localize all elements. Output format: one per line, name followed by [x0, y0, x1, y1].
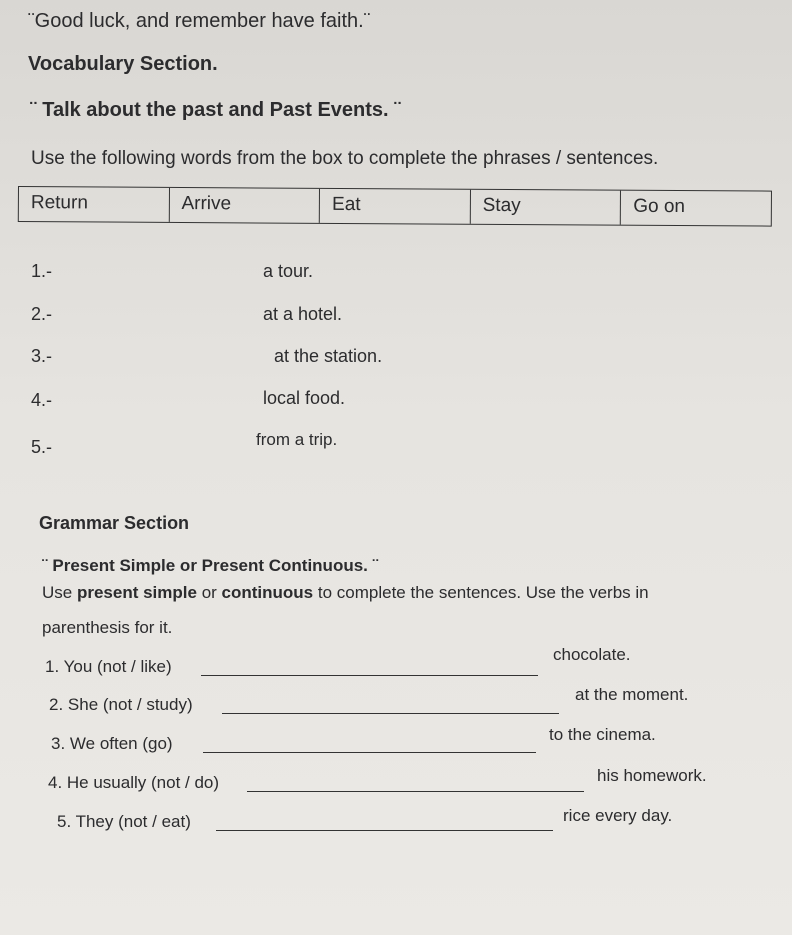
grammar-item-prompt: 2. She (not / study): [49, 695, 193, 714]
vocabulary-topic: ¨ Talk about the past and Past Events. ¨: [30, 99, 401, 121]
grammar-item-prompt: 5. They (not / eat): [57, 812, 191, 831]
vocab-item-number: 2.-: [31, 304, 53, 324]
grammar-item-ending: rice every day.: [563, 806, 673, 825]
vocab-item-number: 4.-: [31, 390, 53, 410]
word-box-cell: Eat: [320, 189, 471, 224]
vocab-item-ending: a tour.: [263, 261, 314, 281]
vocab-item-number: 3.-: [31, 346, 53, 366]
vocab-item-ending: from a trip.: [256, 430, 338, 449]
grammar-item-prompt: 3. We often (go): [51, 734, 173, 753]
grammar-item-ending: his homework.: [597, 766, 707, 785]
grammar-item-ending: chocolate.: [553, 645, 631, 664]
answer-blank[interactable]: [203, 752, 536, 753]
grammar-item-ending: at the moment.: [575, 685, 689, 704]
answer-blank[interactable]: [201, 675, 538, 676]
grammar-item-ending: to the cinema.: [549, 725, 656, 744]
word-box: [18, 186, 772, 227]
vocab-item-number: 5.-: [31, 437, 53, 457]
vocab-item-number: 1.-: [31, 261, 53, 281]
word-box-cell: Go on: [633, 195, 686, 218]
grammar-item-prompt: 1. You (not / like): [45, 657, 172, 676]
vocab-item-ending: at the station.: [274, 346, 383, 366]
vocab-item-ending: local food.: [263, 388, 346, 408]
answer-blank[interactable]: [247, 791, 584, 792]
grammar-item-prompt: 4. He usually (not / do): [48, 773, 220, 792]
answer-blank[interactable]: [222, 713, 559, 714]
motivational-quote: ¨Good luck, and remember have faith.¨: [28, 10, 371, 32]
grammar-topic: ¨ Present Simple or Present Continuous. ¨: [42, 556, 379, 575]
vocabulary-heading: Vocabulary Section.: [28, 53, 218, 75]
grammar-instruction-continued: parenthesis for it.: [42, 618, 173, 637]
vocabulary-instruction: Use the following words from the box to complete the phrases / sentences.: [31, 148, 659, 169]
word-box-cell: Return: [19, 187, 170, 222]
grammar-instruction: Use present simple or continuous to complete the sentences. Use the verbs in: [42, 583, 649, 602]
grammar-heading: Grammar Section: [39, 513, 190, 533]
word-box-cell: Stay: [471, 190, 622, 225]
word-box-cell: Arrive: [169, 188, 320, 223]
answer-blank[interactable]: [216, 830, 553, 831]
vocab-item-ending: at a hotel.: [263, 304, 343, 324]
